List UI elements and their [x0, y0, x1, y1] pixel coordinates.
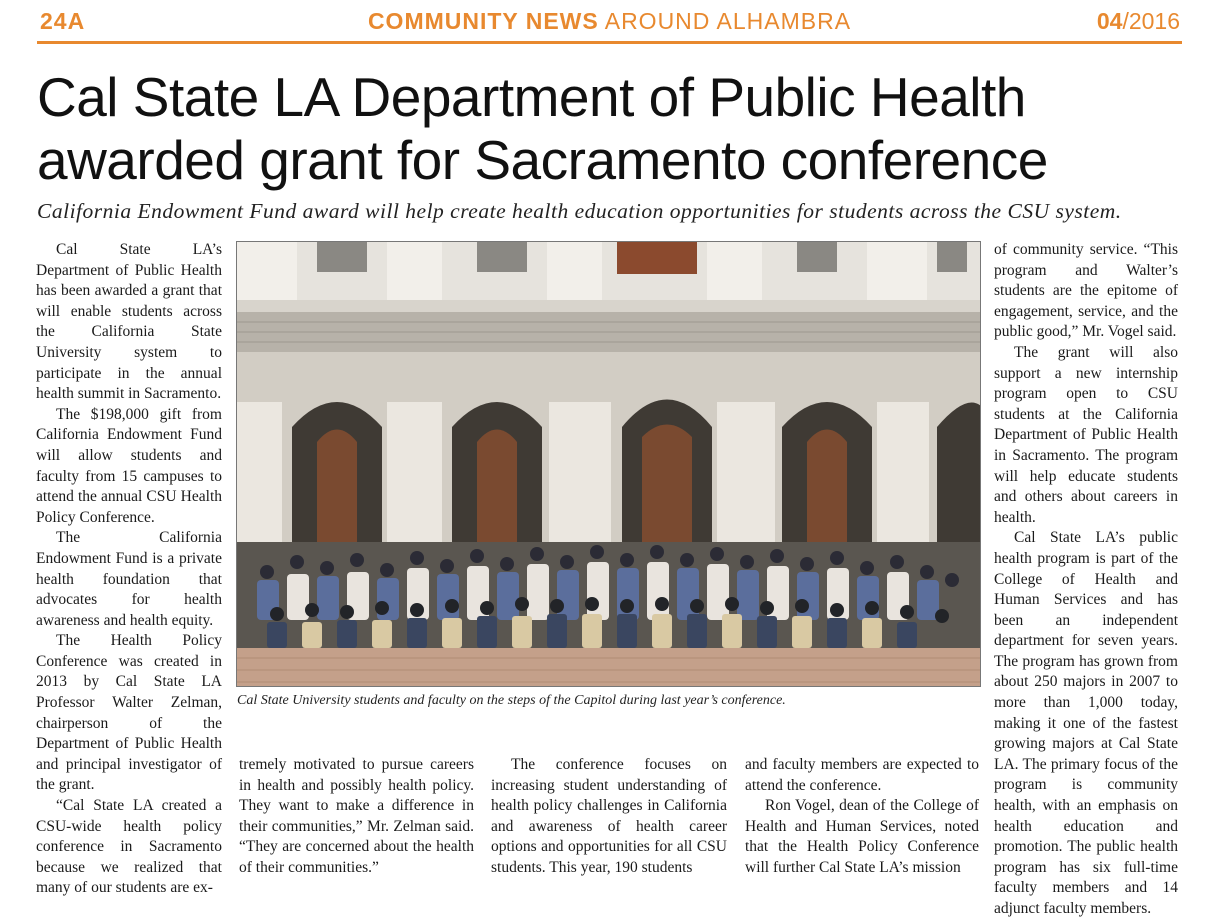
issue-month: 04: [1096, 8, 1123, 34]
header-rule: [37, 41, 1182, 44]
paragraph: of community service. “This program and Walter’s students are the epitome of engagement, service, and the public good,” Mr. Vogel said.: [994, 241, 1178, 341]
paragraph: The California Endowment Fund is a private health foundation that advocates for health awareness and health equity.: [36, 529, 222, 629]
section-title-rest: AROUND ALHAMBRA: [604, 8, 852, 34]
paragraph: Cal State LA’s Department of Public Health has been awarded a grant that will enable students across the California State University system to participate in the annual health summit in Sacramento.: [36, 241, 222, 403]
headline-line-1: Cal State LA Department of Public Health: [37, 66, 1026, 128]
deck: California Endowment Fund award will help create health education opportunities for students across the CSU system.: [37, 199, 1122, 223]
column-2: [239, 755, 474, 879]
headline: [37, 66, 1207, 192]
headline-line-2: awarded grant for Sacramento conference: [37, 129, 1048, 191]
paragraph: tremely motivated to pursue careers in health and possibly health policy. They want to make a difference in their communities,” Mr. Zelman said. “They are concerned about the health of their communities.”: [239, 756, 474, 876]
paragraph: Cal State LA’s public health program is part of the College of Health and Human Services and has been an independent department for seven years. The program has grown from about 250 majors in 2007 to more than 1,000 today, making it one of the fastest growing majors at Cal State LA. The primary focus of the program is community health, with an emphasis on health education and promotion. The public health program has six full-time faculty members and 14 adjunct faculty members.: [994, 529, 1178, 917]
page-number: 24A: [40, 8, 86, 34]
section-title-bold: COMMUNITY NEWS: [367, 8, 599, 34]
paragraph: The grant will also support a new internship program open to CSU students at the California Department of Public Health in Sacramento. The program will help educate students and others about careers in health.: [994, 343, 1178, 526]
paragraph: Ron Vogel, dean of the College of Health and Human Services, noted that the Health Policy Conference will further Cal State LA’s mission: [745, 797, 979, 876]
paragraph: “Cal State LA created a CSU-wide health policy conference in Sacramento because we realized that many of our students are ex-: [36, 797, 222, 897]
paragraph: The conference focuses on increasing student understanding of health policy challenges in California and awareness of health career options and opportunities for all CSU students. This year, 190 students: [491, 756, 727, 876]
issue-year: /2016: [1122, 8, 1180, 34]
column-4: [745, 755, 979, 879]
column-3: [491, 755, 727, 879]
paragraph: The Health Policy Conference was created in 2013 by Cal State LA Professor Walter Zelman, chairperson of the Department of Public Health and principal investigator of the grant.: [36, 632, 222, 794]
photo-caption: Cal State University students and faculty on the steps of the Capitol during last year’s conference.: [237, 693, 786, 708]
section-title: [37, 8, 1182, 35]
capitol-steps-illustration: [237, 242, 981, 687]
column-1: [36, 240, 222, 899]
group-photo: [236, 241, 981, 687]
page-header: [37, 6, 1182, 42]
issue-date: [1097, 8, 1180, 35]
column-5: [994, 240, 1178, 920]
paragraph: and faculty members are expected to attend the conference.: [745, 756, 979, 794]
paragraph: The $198,000 gift from California Endowment Fund will allow students and faculty from 15 campuses to attend the annual CSU Health Policy Conference.: [36, 405, 222, 526]
